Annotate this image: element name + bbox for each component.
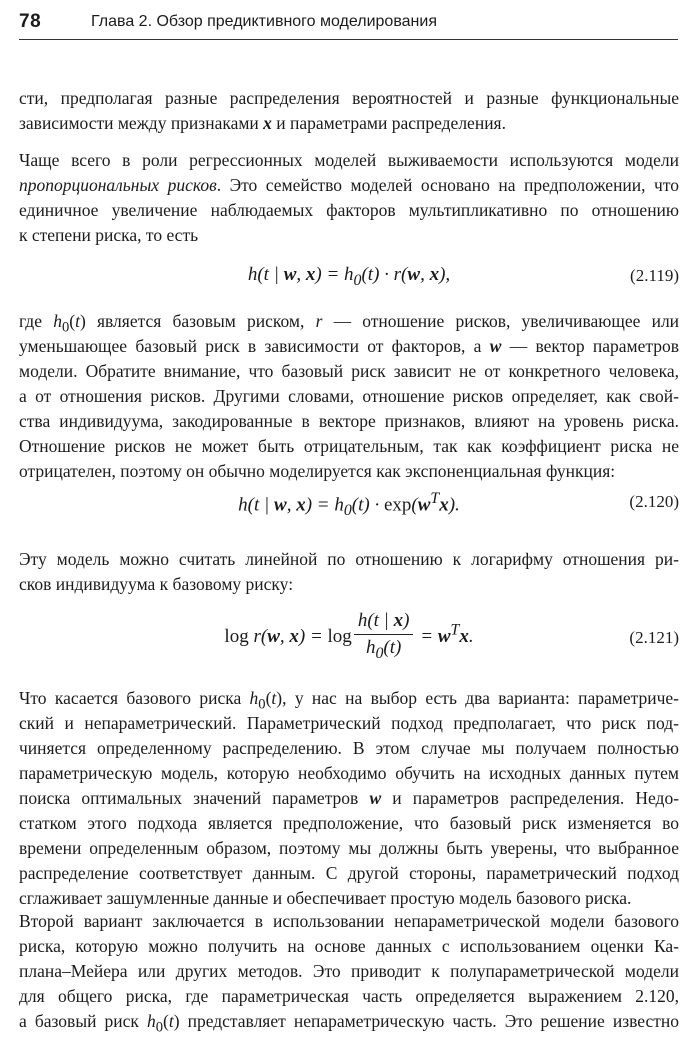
- text-line: ства индивидуума, закодированные в векторе признаков, влияют на уровень риска.: [19, 411, 679, 431]
- text-line: распределение соответствует данным. С другой стороны, параметрический подход: [19, 863, 679, 883]
- text-line: модели. Обратите внимание, что базовый риск зависит не от конкретного человека,: [19, 361, 679, 381]
- text-line: риска, которую можно получить на основе данных с использованием оценки Ка-: [19, 936, 679, 956]
- text-line: отрицателен, поэтому он обычно моделируется как экспоненциальная функция:: [19, 461, 616, 481]
- text-line: пропорциональных рисков. Это семейство моделей основано на предположении, что: [19, 175, 679, 195]
- text-line: а от отношения рисков. Другими словами, отношение рисков определяет, как свой-: [19, 386, 679, 406]
- text-line: сков индивидуума к базовому риску:: [19, 574, 294, 594]
- text-line: единичное увеличение наблюдаемых факторов мультипликативно по отношению: [19, 200, 679, 220]
- equation-number: (2.120): [629, 492, 679, 511]
- paragraph-2: [19, 148, 679, 248]
- text-line: Отношение рисков не может быть отрицательным, так как коэффициент риска не: [19, 436, 679, 456]
- chapter-title: Глава 2. Обзор предиктивного моделирования: [91, 13, 437, 30]
- paragraph-3: [19, 309, 679, 484]
- text-line: Что касается базового риска $h_0(t)$, у нас на выбор есть два варианта: параметриче-: [19, 688, 679, 713]
- equation-2-119: [19, 258, 679, 298]
- text-line: уменьшающее базовый риск в зависимости от факторов, а w — вектор параметров: [19, 336, 680, 356]
- text-line: сти, предполагая разные распределения вероятностей и разные функциональные: [19, 88, 679, 108]
- text-line: ский и непараметрический. Параметрический подход предполагает, что риск под-: [19, 713, 679, 733]
- fraction: $\frac{h(t | x)}{h_0(t)}$: [354, 608, 414, 667]
- text-line: сглаживает зашумленные данные и обеспечивает простую модель базового риска.: [19, 888, 632, 908]
- text-line: зависимости между признаками x и параметрами распределения.: [19, 113, 506, 133]
- equation-expression: log r(w, x) = log $\frac{h(t | x)}{h_0(t)}$ = $w^Tx$.: [19, 608, 679, 667]
- equation-2-121: [19, 604, 679, 670]
- text-line: времени определенным образом, поэтому мы должны быть уверены, что выбранное: [19, 838, 679, 858]
- page-number: 78: [19, 11, 42, 32]
- page-header: [19, 9, 679, 39]
- text-line: параметрическую модель, которую необходимо обучить на исходных данных путем: [19, 763, 679, 783]
- paragraph-5: [19, 686, 679, 911]
- text-line: а базовый риск $h_0(t)$ представляет непараметрическую часть. Это решение известно: [19, 1011, 680, 1036]
- paragraph-1: [19, 86, 679, 136]
- text-line: плана–Мейера или других методов. Это приводит к полупараметрической модели: [19, 961, 679, 981]
- text-line: Чаще всего в роли регрессионных моделей выживаемости используются модели: [19, 150, 679, 170]
- text-line: к степени риска, то есть: [19, 225, 199, 245]
- paragraph-4: [19, 547, 679, 597]
- text-line: где $h_0(t)$ является базовым риском, r — отношение рисков, увеличивающее или: [19, 311, 680, 336]
- equation-2-120: [19, 484, 679, 524]
- text-line: поиска оптимальных значений параметров w и параметров распределения. Недо-: [19, 788, 680, 808]
- text-line: статком этого подхода является предположение, что базовый риск изменяется во: [19, 813, 679, 833]
- text-line: для общего риска, где параметрическая часть определяется выражением 2.120,: [19, 986, 679, 1006]
- header-divider: [19, 39, 678, 40]
- equation-expression: h(t | w, $x) = h_0(t) \cdot \exp(w^Tx)$.: [238, 490, 460, 520]
- equation-number: (2.119): [630, 266, 679, 285]
- text-line: Эту модель можно считать линейной по отношению к логарифму отношения ри-: [19, 549, 679, 569]
- text-line: Второй вариант заключается в использовании непараметрической модели базового: [19, 911, 679, 931]
- paragraph-6: [19, 909, 679, 1034]
- equation-expression: h(t | w, $x) = h_0(t) \cdot r(w$, x),: [247, 264, 451, 289]
- text-line: чиняется определенному распределению. В этом случае мы получаем полностью: [19, 738, 679, 758]
- equation-number: (2.121): [629, 628, 679, 647]
